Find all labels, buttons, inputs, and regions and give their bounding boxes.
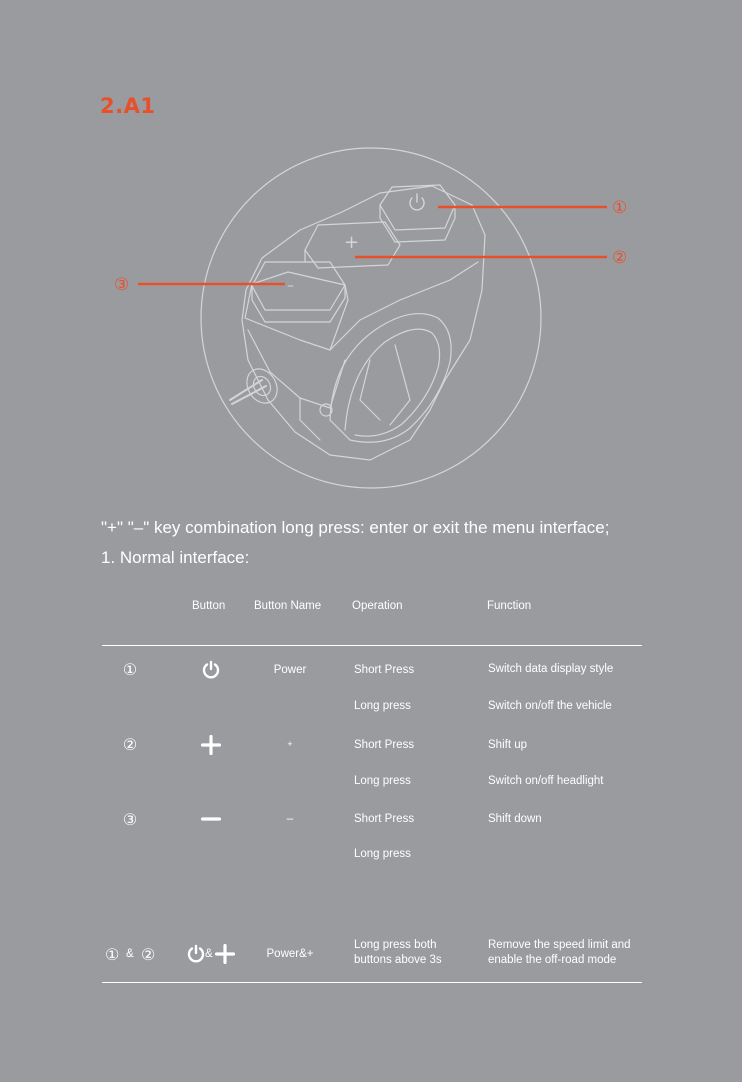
controller-illustration [0, 130, 742, 510]
intro-combination-note: "+" "–" key combination long press: enter or exit the menu interface; [101, 518, 610, 537]
minus-icon [201, 810, 221, 830]
row-function: Switch on/off headlight [488, 775, 604, 787]
row-function: Switch data display style [488, 663, 614, 675]
row-function: Switch on/off the vehicle [488, 700, 612, 712]
plus-icon [201, 735, 221, 755]
combo-operation-line1: Long press both [354, 939, 437, 951]
power-icon [201, 660, 221, 680]
table-top-rule [102, 645, 642, 646]
row-operation: Long press [354, 700, 411, 712]
row-button-name: – [286, 813, 294, 825]
section-title: 2.A1 [100, 94, 156, 118]
combo-button-name: Power&+ [266, 948, 314, 960]
row-number: ② [122, 737, 138, 754]
power-icon [186, 944, 206, 964]
combo-number-one: ① [105, 947, 120, 964]
row-operation: Long press [354, 848, 411, 860]
header-button: Button [192, 600, 226, 612]
header-function: Function [487, 600, 532, 612]
combo-operation-line2: buttons above 3s [354, 954, 442, 966]
row-operation: Short Press [354, 739, 415, 751]
header-button-name: Button Name [254, 600, 322, 612]
callout-one: ① [612, 198, 628, 218]
table-bottom-rule [102, 982, 642, 983]
row-number: ① [122, 662, 138, 679]
combo-function-line1: Remove the speed limit and [488, 939, 631, 951]
combo-icon-ampersand: & [205, 948, 213, 960]
figure-minus-glyph: – [287, 278, 294, 294]
plus-icon [215, 944, 235, 964]
row-operation: Short Press [354, 664, 415, 676]
intro-normal-interface: 1. Normal interface: [101, 548, 250, 567]
callout-two: ② [612, 248, 628, 268]
row-button-name: + [287, 739, 293, 749]
combo-ampersand: & [126, 948, 134, 960]
row-operation: Long press [354, 775, 411, 787]
combo-function-line2: enable the off-road mode [488, 954, 617, 966]
row-button-name: Power [273, 664, 307, 676]
row-function: Shift down [488, 813, 542, 825]
illustration-circle-frame [201, 148, 541, 488]
row-function: Shift up [488, 739, 527, 751]
header-operation: Operation [352, 600, 403, 612]
figure-plus-glyph: + [344, 232, 360, 253]
row-operation: Short Press [354, 813, 415, 825]
combo-number-two: ② [141, 947, 156, 964]
row-number: ③ [122, 812, 138, 829]
callout-three: ③ [114, 275, 130, 295]
